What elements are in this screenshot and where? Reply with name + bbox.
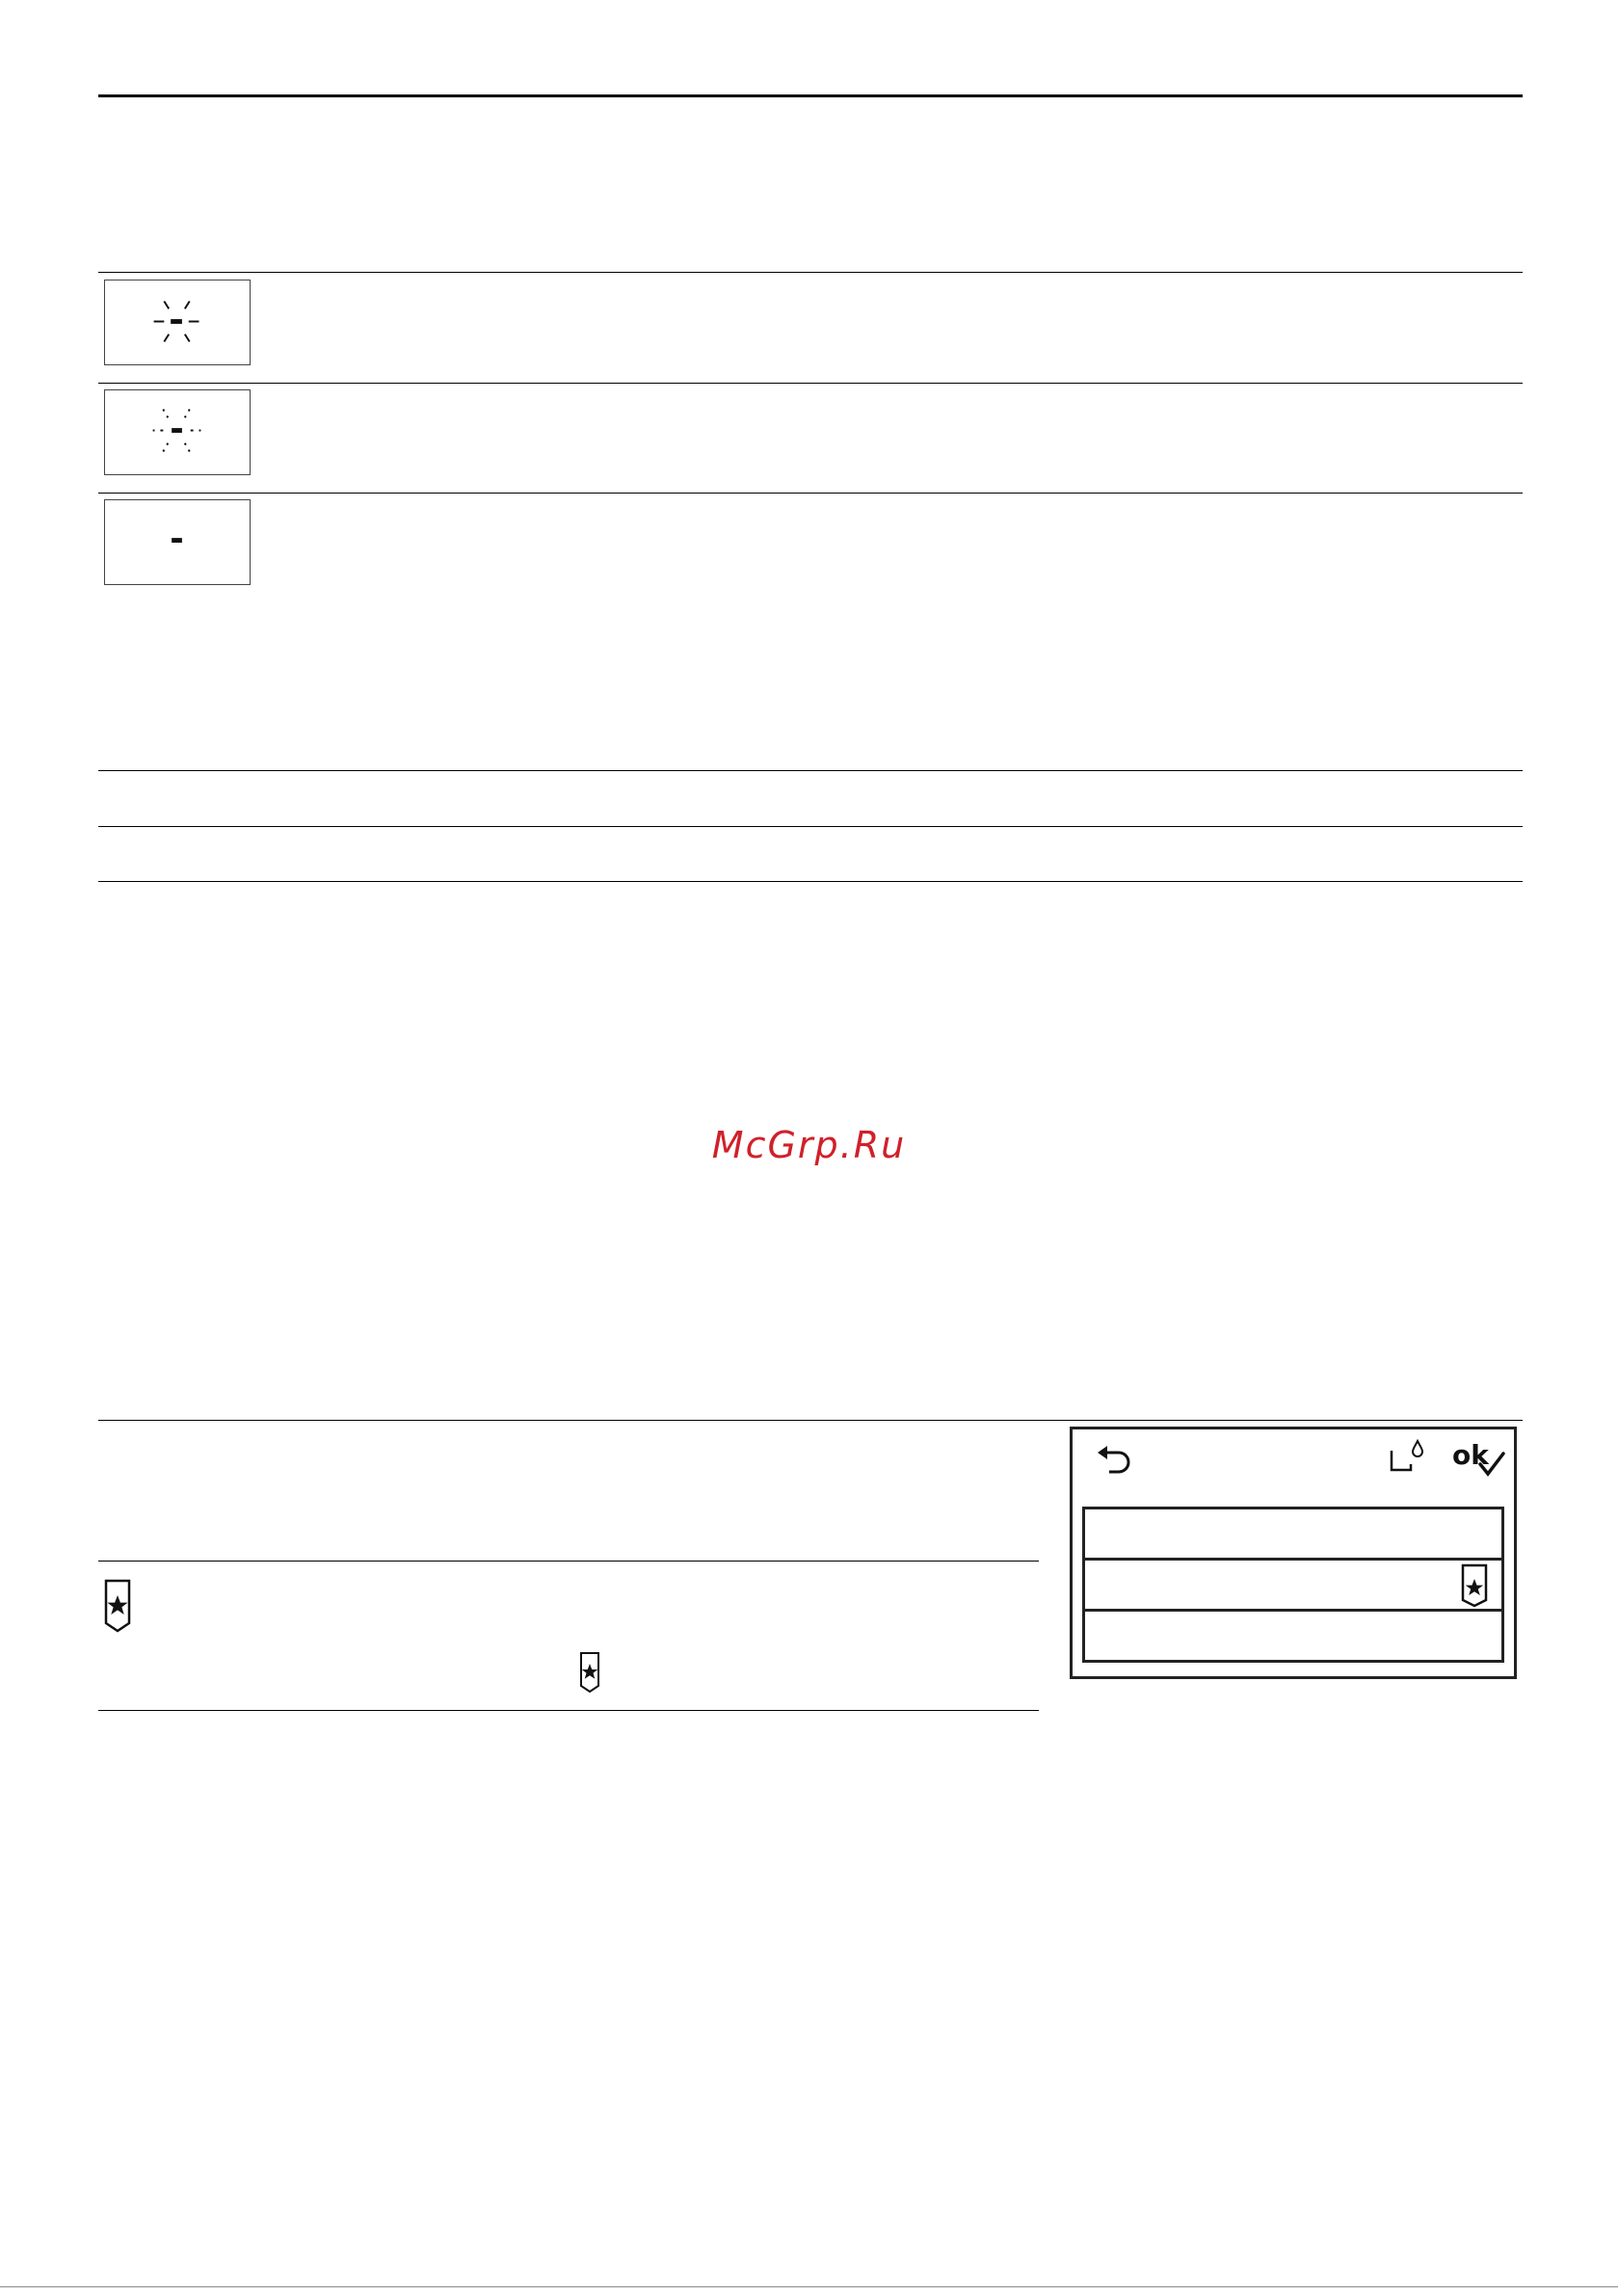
menu-row-3[interactable] <box>1082 1609 1504 1663</box>
section-rule-bottom <box>98 1710 1039 1711</box>
display-panel <box>1070 1427 1517 1679</box>
table-rule-top <box>98 272 1523 273</box>
flashing-fast-indicator-icon <box>104 280 251 365</box>
table2-rule-mid <box>98 826 1523 827</box>
watermark: McGrp.Ru <box>711 1124 907 1166</box>
favourite-bookmark-icon <box>104 1579 131 1633</box>
water-tank-icon <box>1388 1437 1426 1476</box>
table-rule-row-2 <box>98 493 1523 494</box>
table2-rule-top <box>98 770 1523 771</box>
menu-row-2[interactable] <box>1082 1558 1504 1612</box>
back-arrow-icon[interactable] <box>1096 1443 1136 1478</box>
ok-check-icon[interactable] <box>1477 1451 1506 1478</box>
ok-label[interactable]: ok <box>1452 1439 1489 1471</box>
header-rule <box>98 94 1523 97</box>
favourite-bookmark-inline-icon <box>579 1651 600 1694</box>
favourite-bookmark-icon <box>1461 1563 1488 1608</box>
steady-indicator-icon <box>104 499 251 585</box>
footer-rule <box>0 2286 1618 2287</box>
table-rule-row-1 <box>98 383 1523 384</box>
section-rule-top <box>98 1420 1523 1421</box>
section-rule-mid <box>98 1561 1039 1562</box>
menu-row-1[interactable] <box>1082 1507 1504 1561</box>
flashing-slow-indicator-icon <box>104 389 251 475</box>
table2-rule-bottom <box>98 881 1523 882</box>
